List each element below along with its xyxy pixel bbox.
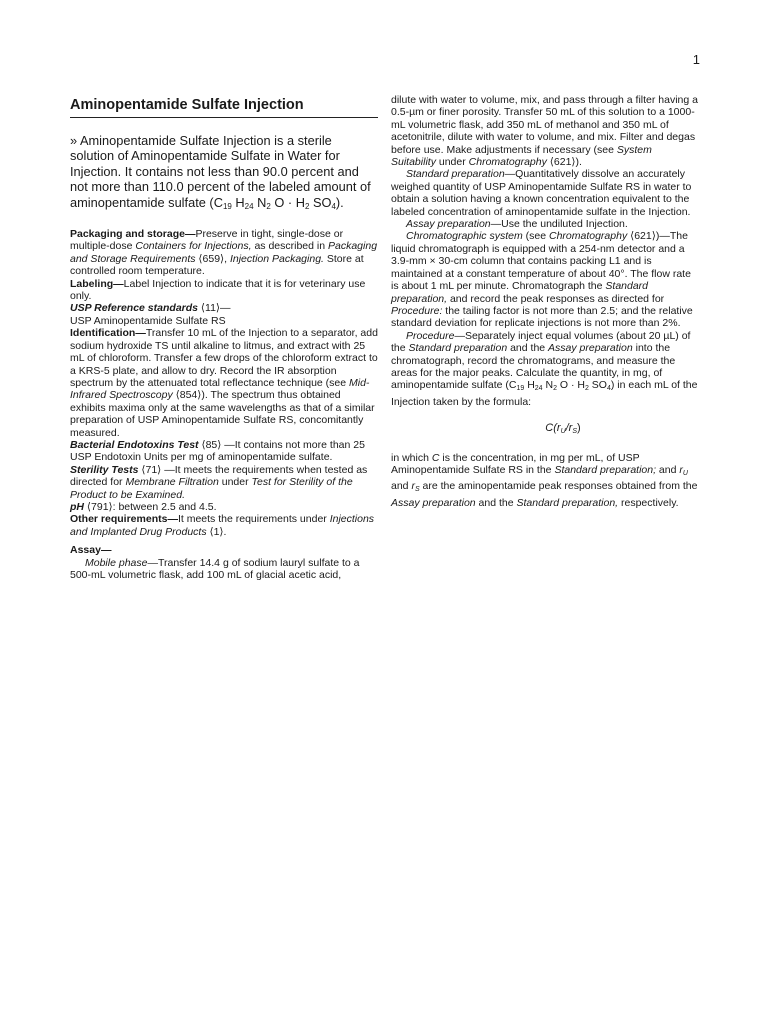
identification-section: Identification—Transfer 10 mL of the Injection to a separator, add sodium hydroxide TS until alkaline to litmus, and extract with 25 mL of chloroform. Transfer a few drops of the chloroform extract to a KRS-5 plate, and allow to dry. Record the IR absorption spectrum by the attenuated total reflectance technique (see Mid-Infrared Spectroscopy ⟨854⟩). The spectrum thus obtained exhibits maxima only at the same wavelengths as that of a similar preparation of USP Aminopentamide Sulfate RS, concomitantly measured. — [70, 327, 378, 439]
mobile-phase-paragraph-start: Mobile phase—Transfer 14.4 g of sodium lauryl sulfate to a 500-mL volumetric flask, add 100 mL of glacial acetic acid, — [70, 556, 360, 581]
procedure-paragraph: Procedure—Separately inject equal volumes (about 20 µL) of the Standard preparation and the Assay preparation into the chromatograph, record the chromatograms, and measure the areas for the major peaks. Calculate the quantity, in mg, of aminopentamide sulfate (C19 H24 N2 O · H2 SO4) in each mL of the Injection taken by the formula: — [391, 329, 698, 408]
sterility-tests-section: Sterility Tests ⟨71⟩ —It meets the requirements when tested as directed for Membrane Filtration under Test for Sterility of the Product to be Examined. — [70, 463, 368, 501]
assay-heading: Assay— — [70, 544, 112, 557]
packaging-and-storage-section: Packaging and storage—Preserve in tight, single-dose or multiple-dose Containers for Injections, as described in Packaging and Storage Requirements ⟨659⟩, Injection Packaging. Store at controlled room temperature. — [70, 228, 378, 278]
formula-definitions-paragraph: in which C is the concentration, in mg per mL, of USP Aminopentamide Sulfate RS in the Standard preparation; and rU and rS are the aminopentamide peak responses obtained from the Assay preparation and the Standard preparation, respectively. — [391, 451, 698, 509]
left-column — [70, 94, 378, 581]
assay-preparation-paragraph: Assay preparation—Use the undiluted Injection. — [406, 218, 628, 231]
labeling-section: Labeling—Label Injection to indicate that it is for veterinary use only. — [70, 277, 366, 303]
bacterial-endotoxins-section: Bacterial Endotoxins Test ⟨85⟩ —It contains not more than 25 USP Endotoxin Units per mg of aminopentamide sulfate. — [70, 438, 365, 464]
usp-reference-standards-section: USP Reference standards ⟨11⟩— USP Aminopentamide Sulfate RS — [70, 302, 231, 327]
page-number: 1 — [692, 52, 700, 67]
right-column — [391, 94, 699, 509]
standard-preparation-paragraph: Standard preparation—Quantitatively dissolve an accurately weighed quantity of USP Aminopentamide Sulfate RS in water to obtain a solution having a known concentration equivalent to the labeled concentration of aminopentamide sulfate in the Injection. — [391, 168, 692, 218]
assay-formula: C(rU/rS) — [545, 422, 581, 436]
mobile-phase-paragraph-continued: dilute with water to volume, mix, and pass through a filter having a 0.5-µm or finer porosity. Transfer 50 mL of this solution to a 1000-mL volumetric flask, add 350 mL of methanol and 350 mL of acetonitrile, dilute with water to volume, and mix. Filter and degas before use. Make adjustments if necessary (see System Suitability under Chromatography ⟨621⟩). — [391, 94, 698, 169]
monograph-definition: » Aminopentamide Sulfate Injection is a sterile solution of Aminopentamide Sulfate in Water for Injection. It contains not less than 90.0 percent and not more than 110.0 percent of the labeled amount of aminopentamide sulfate ($C_{19}$ $H_{24}$ $N_2$ $O \cdot H_2$ $SO_4$). — [70, 133, 371, 211]
ph-section: pH ⟨791⟩: between 2.5 and 4.5. — [70, 500, 217, 513]
monograph-title: Aminopentamide Sulfate Injection — [70, 96, 378, 118]
chromatographic-system-paragraph: Chromatographic system (see Chromatography ⟨621⟩)—The liquid chromatograph is equipped with a 254-nm detector and a 3.9-mm × 30-cm column that contains packing L1 and is maintained at a constant temperature of about 40°. The flow rate is about 1 mL per minute. Chromatograph the Standard preparation, and record the peak responses as directed for Procedure: the tailing factor is not more than 2.5; and the relative standard deviation for replicate injections is not more than 2%. — [391, 230, 693, 330]
other-requirements-section: Other requirements—It meets the requirements under Injections and Implanted Drug Products ⟨1⟩. — [70, 513, 375, 538]
